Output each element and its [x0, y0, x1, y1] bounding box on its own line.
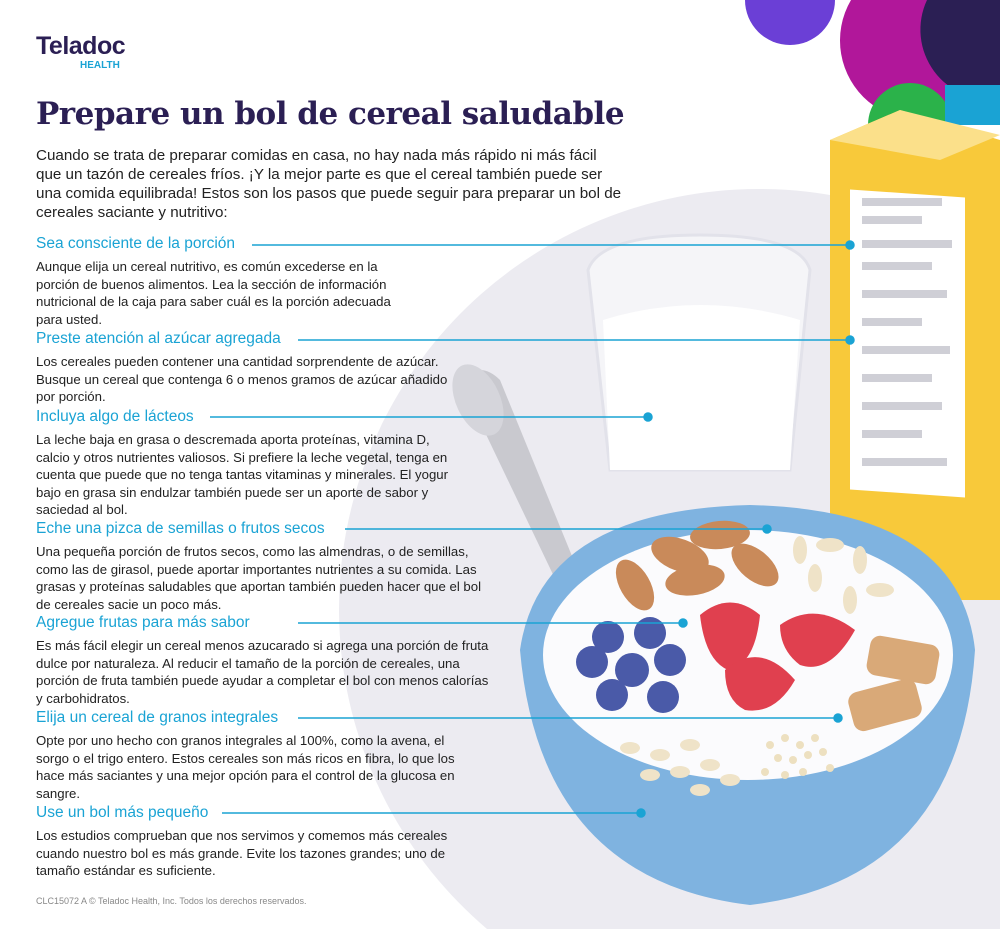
section-heading: Incluya algo de lácteos: [36, 408, 194, 425]
section-heading: Use un bol más pequeño: [36, 804, 209, 821]
section-body: La leche baja en grasa o descremada aporta proteínas, vitamina D, calcio y otros nutrientes valiosos. Si prefiere la leche vegetal, tenga en cuenta que puede que no tenga tantas vitaminas y minerales. El yogur bajo en grasa sin endulzar también puede ser un aporte de sabor y saciedad al bol.: [36, 432, 449, 517]
section-heading: Elija un cereal de granos integrales: [36, 709, 279, 726]
section-body: Aunque elija un cereal nutritivo, es común excederse en la porción de buenos alimentos. Lea la sección de información nutricional de la caja para saber cuál es la porción adecuada para usted.: [36, 259, 391, 327]
section-whole-grains: [36, 709, 476, 802]
section-smaller-bowl: [36, 804, 466, 880]
page-title: Prepare un bol de cereal saludable: [36, 96, 625, 132]
section-fruit: [36, 614, 491, 707]
section-heading: Agregue frutas para más sabor: [36, 614, 250, 631]
section-body: Es más fácil elegir un cereal menos azucarado si agrega una porción de fruta dulce por naturaleza. Al reducir el tamaño de la porción de cereales, una porción de fruta también puede ayudar a completar el bol con menos calorías y carbohidratos.: [36, 638, 489, 706]
section-sugar: [36, 330, 461, 406]
purple-circle-decoration: [745, 0, 835, 45]
section-seeds-nuts: [36, 520, 491, 613]
logo-brand: Teladoc: [36, 32, 126, 60]
section-portion: [36, 235, 416, 328]
logo-sub: HEALTH: [80, 60, 120, 71]
section-body: Opte por uno hecho con granos integrales al 100%, como la avena, el sorgo o el trigo entero. Estos cereales son más ricos en fibra, lo que los hace más saciantes y una mejor opción para el control de la glucosa en sangre.: [36, 733, 455, 801]
nutrition-label: [850, 189, 965, 497]
milk: [603, 305, 800, 470]
section-body: Una pequeña porción de frutos secos, como las almendras, o de semillas, como las de girasol, puede aportar importantes nutrientes a su comida. Las grasas y proteínas saludables que aportan también pueden hacer que el bol de cereales sacie un poco más.: [36, 544, 482, 612]
teladoc-health-logo: [36, 32, 126, 71]
section-heading: Eche una pizca de semillas o frutos secos: [36, 520, 325, 537]
copyright-footer: CLC15072 A © Teladoc Health, Inc. Todos los derechos reservados.: [36, 896, 307, 906]
section-heading: Preste atención al azúcar agregada: [36, 330, 281, 347]
intro-text: Cuando se trata de preparar comidas en casa, no hay nada más rápido ni más fácil que un tazón de cereales fríos. ¡Y la mejor parte es que el cereal también puede ser una comida equilibrada! Estos son los pasos que puede seguir para preparar un bol de cereales saciante y nutritivo:: [36, 147, 622, 221]
section-dairy: [36, 408, 456, 519]
section-body: Los estudios comprueban que nos servimos y comemos más cereales cuando nuestro bol es más grande. Evite los tazones grandes; uno de tamaño estándar es suficiente.: [36, 828, 448, 878]
section-body: Los cereales pueden contener una cantidad sorprendente de azúcar. Busque un cereal que contenga 6 o menos gramos de azúcar añadido por porción.: [36, 354, 448, 404]
cyan-decoration: [945, 85, 1000, 125]
section-heading: Sea consciente de la porción: [36, 235, 236, 252]
